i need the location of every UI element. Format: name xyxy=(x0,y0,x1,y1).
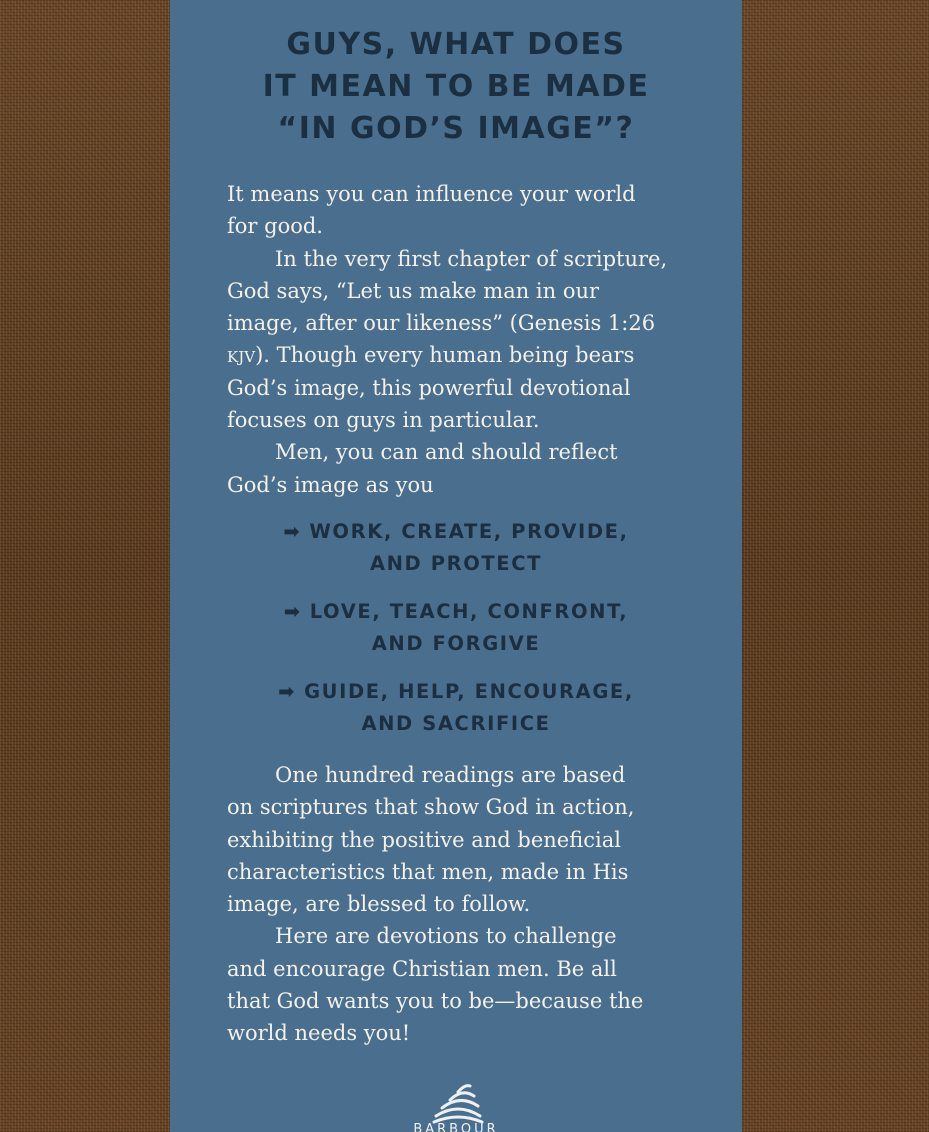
bullet-line xyxy=(170,676,742,708)
text-line: world needs you! xyxy=(227,1021,411,1046)
bullet-line xyxy=(170,596,742,628)
text-line: and encourage Christian men. Be all xyxy=(227,956,617,981)
text-line: In the very first chapter of scripture, xyxy=(275,246,668,271)
bullet-text: AND PROTECT xyxy=(369,552,543,575)
heading-line: IT MEAN TO BE MADE xyxy=(262,69,650,104)
text-line: Here are devotions to challenge xyxy=(275,924,617,949)
bullet-text: WORK, CREATE, PROVIDE, xyxy=(309,520,629,543)
bullet-item xyxy=(170,676,742,740)
text-line: God’s image, this powerful devotional xyxy=(227,375,631,400)
heading-line: GUYS, WHAT DOES xyxy=(286,27,626,62)
text-line: characteristics that men, made in His xyxy=(227,859,629,884)
heading-line: “IN GOD’S IMAGE”? xyxy=(277,111,635,146)
text-line: exhibiting the positive and beneficial xyxy=(227,827,621,852)
text-line: One hundred readings are based xyxy=(275,763,626,787)
text-line: for good. xyxy=(227,214,323,239)
text-line: image, after our likeness” (Genesis 1:26 xyxy=(227,311,656,336)
outro-text xyxy=(227,759,697,1050)
publisher-name: BARBOUR xyxy=(413,1122,499,1132)
cover-heading xyxy=(170,24,742,150)
bullet-text: AND FORGIVE xyxy=(371,632,541,655)
bullet-line xyxy=(170,516,742,548)
bullet-text: LOVE, TEACH, CONFRONT, xyxy=(309,600,629,623)
intro-text xyxy=(227,178,697,501)
bullet-text: AND SACRIFICE xyxy=(361,712,551,735)
text-line: that God wants you to be—because the xyxy=(227,989,644,1014)
bullet-text: GUIDE, HELP, ENCOURAGE, xyxy=(304,680,634,703)
text-line: image, are blessed to follow. xyxy=(227,892,531,917)
bullet-item xyxy=(170,516,742,580)
back-cover-panel xyxy=(170,0,742,1132)
text-line: God’s image as you xyxy=(227,472,434,497)
text-line: Men, you can and should reflect xyxy=(275,440,618,465)
text-line-kjv xyxy=(227,339,697,371)
arrow-right-icon: ➡ xyxy=(283,600,302,623)
text-fragment: ). Though every human being bears xyxy=(255,343,635,368)
kjv-abbreviation: kjv xyxy=(227,343,256,368)
text-line: on scriptures that show God in action, xyxy=(227,795,635,820)
text-line: God says, “Let us make man in our xyxy=(227,278,600,303)
arrow-right-icon: ➡ xyxy=(283,520,302,543)
bullet-list xyxy=(170,516,742,756)
text-line: focuses on guys in particular. xyxy=(227,408,540,433)
arrow-right-icon: ➡ xyxy=(278,680,297,703)
text-line: It means you can influence your world xyxy=(227,182,636,206)
bullet-item xyxy=(170,596,742,660)
